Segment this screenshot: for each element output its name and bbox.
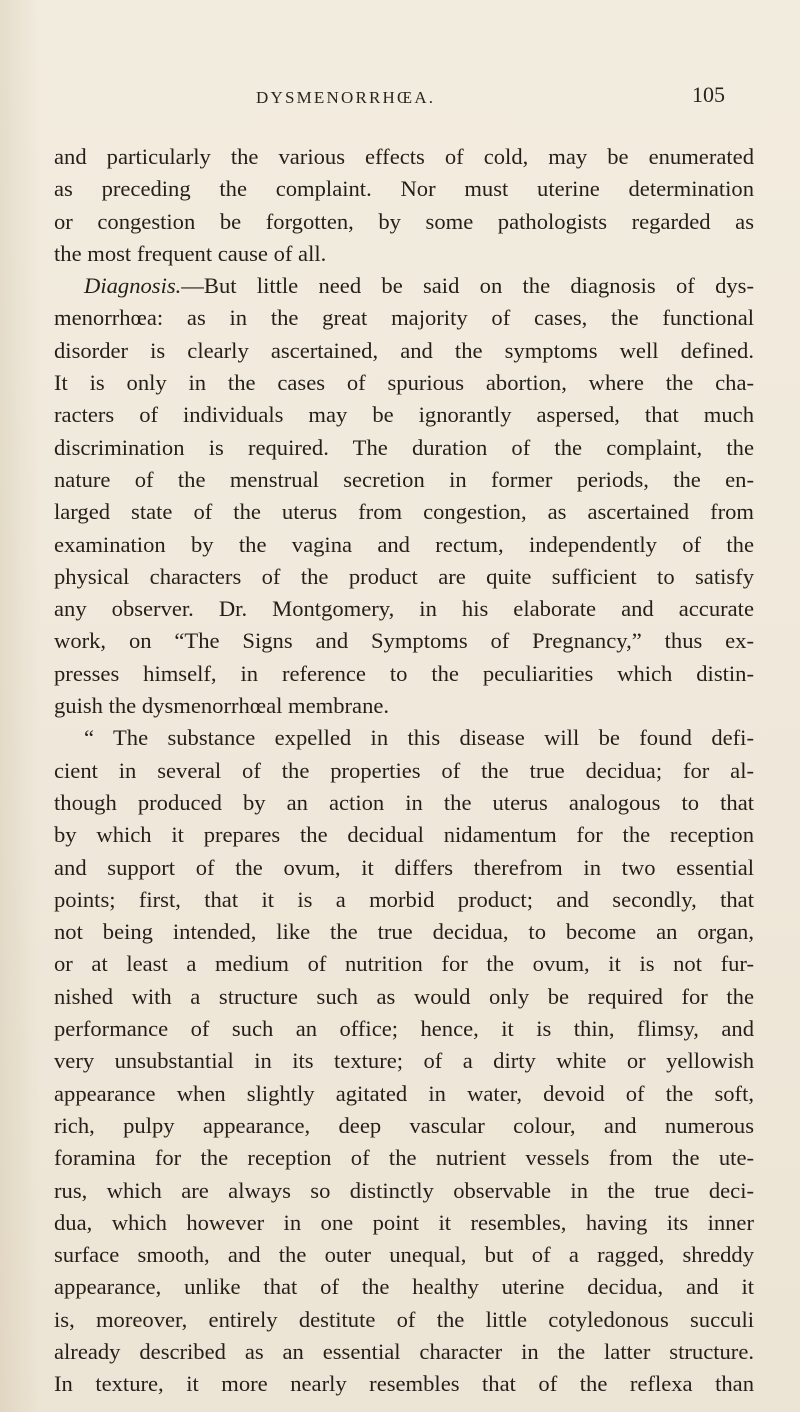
running-head: DYSMENORRHŒA.	[256, 88, 436, 107]
text-line: very unsubstantial in its texture; of a dirty white or yellowish	[54, 1048, 754, 1074]
text-line: any observer. Dr. Montgomery, in his elaborate and accurate	[54, 596, 754, 622]
text-line: performance of such an office; hence, it is thin, flimsy, and	[54, 1016, 754, 1042]
text-line: rus, which are always so distinctly observable in the true deci-	[54, 1177, 754, 1203]
text-line: by which it prepares the decidual nidamentum for the reception	[54, 822, 754, 848]
text-line: larged state of the uterus from congestion, as ascertained from	[54, 499, 754, 525]
text-line: discrimination is required. The duration of the complaint, the	[54, 434, 754, 460]
text-line: cient in several of the properties of the true decidua; for al-	[54, 757, 754, 783]
text-line: rich, pulpy appearance, deep vascular colour, and numerous	[54, 1112, 754, 1138]
text-line: examination by the vagina and rectum, independently of the	[54, 531, 754, 557]
text-line: the most frequent cause of all.	[54, 240, 327, 266]
quote-paragraph-start: “ The substance expelled in this disease will be found defi-	[84, 725, 754, 751]
text-line: or at least a medium of nutrition for the ovum, it is not fur-	[54, 951, 754, 977]
text-line: menorrhœa: as in the great majority of cases, the functional	[54, 305, 754, 331]
text-line: appearance, unlike that of the healthy uterine decidua, and it	[54, 1274, 754, 1300]
text-line: appearance when slightly agitated in water, devoid of the soft,	[54, 1080, 754, 1106]
text-line: is, moreover, entirely destitute of the little cotyledonous succuli	[54, 1306, 754, 1332]
text-line: dua, which however in one point it resembles, having its inner	[54, 1209, 754, 1235]
text-line: It is only in the cases of spurious abortion, where the cha-	[54, 370, 754, 396]
text-line: as preceding the complaint. Nor must uterine determination	[54, 176, 754, 202]
text-line: or congestion be forgotten, by some pathologists regarded as	[54, 208, 754, 234]
text-line: physical characters of the product are quite sufficient to satisfy	[54, 563, 754, 589]
body-text	[54, 141, 754, 1401]
page-number: 105	[692, 82, 725, 107]
text-line: disorder is clearly ascertained, and the symptoms well defined.	[54, 337, 754, 363]
section-heading-diagnosis: Diagnosis.	[84, 273, 182, 299]
text-line: foramina for the reception of the nutrient vessels from the ute-	[54, 1145, 754, 1171]
text-line: and particularly the various effects of cold, may be enumerated	[54, 144, 754, 169]
text-line: surface smooth, and the outer unequal, but of a ragged, shreddy	[54, 1242, 754, 1268]
text-line: guish the dysmenorrhœal membrane.	[54, 693, 390, 719]
text-line: In texture, it more nearly resembles that of the reflexa than	[54, 1371, 754, 1397]
text-line: racters of individuals may be ignorantly aspersed, that much	[54, 402, 754, 428]
text-line: points; first, that it is a morbid product; and secondly, that	[54, 886, 754, 912]
text-line-fragment: —But little need be said on the diagnosis of dys-	[181, 273, 754, 299]
text-line: presses himself, in reference to the peculiarities which distin-	[54, 660, 754, 686]
text-line: not being intended, like the true decidua, to become an organ,	[54, 919, 754, 945]
diagnosis-paragraph-start	[54, 270, 754, 302]
text-line: work, on “The Signs and Symptoms of Pregnancy,” thus ex-	[54, 628, 754, 654]
text-line: already described as an essential character in the latter structure.	[54, 1338, 754, 1364]
text-line: though produced by an action in the uterus analogous to that	[54, 789, 754, 815]
text-line: and support of the ovum, it differs therefrom in two essential	[54, 854, 754, 880]
text-line: nature of the menstrual secretion in former periods, the en-	[54, 466, 754, 492]
text-line: nished with a structure such as would only be required for the	[54, 983, 754, 1009]
